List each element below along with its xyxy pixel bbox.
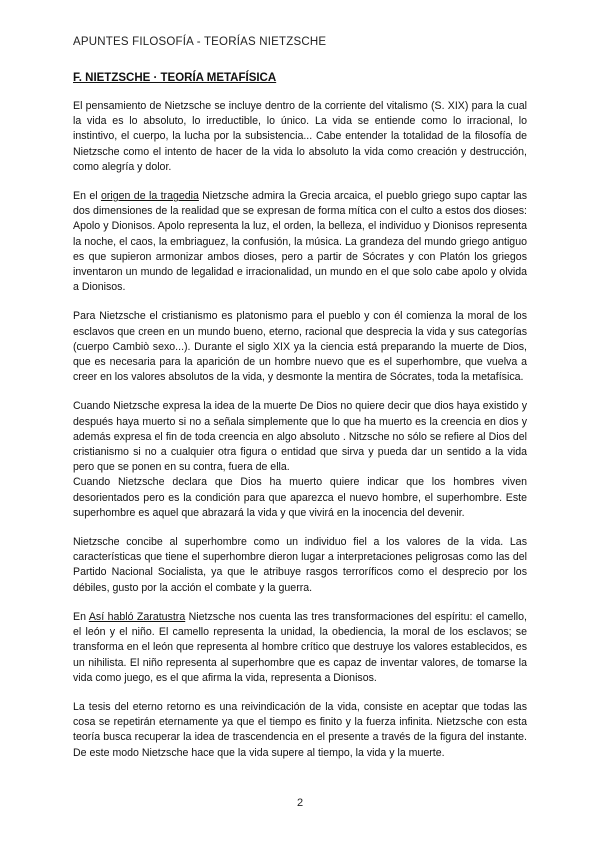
- document-body: [73, 99, 527, 775]
- paragraph-cristianismo: Para Nietzsche el cristianismo es platonismo para el pueblo y con él comienza la moral de los esclavos que creen en un mundo bueno, eterno, racional que desprecia la vida y sus categorías (cuerpo Cambiò sexo...). Durante el siglo XIX ya la ciencia está preparando la muerte de Dios, que es necesaria para la aparición de un hombre nuevo que es el superhombre, que vuelva a creer en los valores absolutos de la vida, y desmonte la mentira de Sócrates, toda la metafísica.: [73, 310, 527, 384]
- page-number: 2: [296, 797, 304, 809]
- section-title: F. NIETZSCHE · TEORÍA METAFÍSICA: [73, 72, 277, 84]
- paragraph-zaratustra: [73, 610, 527, 686]
- running-header: APUNTES FILOSOFÍA - TEORÍAS NIETZSCHE: [73, 36, 327, 48]
- paragraph-muerte-de-dios: Cuando Nietzsche expresa la idea de la muerte De Dios no quiere decir que dios haya existido y después haya muerto si no a señala simplemente que lo que ha muerto es la creencia en dios y además expresa el fin de toda creencia en algo absoluto . Nitzsche no sólo se refiere al Dios del cristianismo si no a cualquier otra figura o entidad que sirva y pueda dar un sentido a la vida pero que se ponen en su contra, fuera de ella.: [73, 400, 527, 474]
- paragraph-text: Nietzsche nos cuenta las tres transformaciones del espíritu: el camello, el león y el niño. El camello representa la unidad, la obediencia, la moral de los esclavos; se transforma en el león que representa al hombre crítico que destruye los valores establecidos, es un nihilista. El niño representa al superhombre que es capaz de inventar valores, de tomarse la vida como juego, es el que afirma la vida, representa a Dionisos.: [73, 610, 527, 684]
- paragraph-prefix: En: [73, 610, 89, 623]
- paragraph-eterno-retorno: La tesis del eterno retorno es una reivindicación de la vida, consiste en aceptar que todas las cosa se repetirán eternamente ya que el tiempo es finito y la fuerza infinita. Nietzsche con esta teoría busca recuperar la idea de trascendencia en el presente a través de la figura del instante. De este modo Nietzsche hace que la vida supere al tiempo, la vida y la muerte.: [73, 700, 527, 759]
- paragraph-prefix: En el: [73, 190, 101, 203]
- book-title-zaratustra: Así habló Zaratustra: [88, 610, 186, 623]
- paragraph-text: Nietzsche admira la Grecia arcaica, el pueblo griego supo captar las dos dimensiones de la realidad que se expresan de forma mítica con el culto a estos dos dioses: Apolo y Dionisos. Apolo representa la luz, el orden, la belleza, el individuo y Dionisos representa la noche, el caos, la embriaguez, la confusión, la música. La grandeza del mundo griego antiguo es que supieron armonizar ambos dioses, pero a partir de Sócrates y con Platón los griegos inventaron un mundo de legalidad e irracionalidad, un mundo en el que solo cabe apolo y olvida a Dionisos.: [73, 190, 527, 294]
- paragraph-tragedia: [73, 189, 527, 295]
- paragraph-desorientados: Cuando Nietzsche declara que Dios ha muerto quiere indicar que los hombres viven desorientados pero es la condición para que aparezca el nuevo hombre, el superhombre. Este superhombre es aquel que abrazará la vida y que vivirá en la inocencia del devenir.: [73, 476, 527, 519]
- paragraph-superhombre: Nietzsche concibe al superhombre como un individuo fiel a los valores de la vida. Las características que tiene el superhombre dieron lugar a interpretaciones peligrosas como las del Partido Nacional Socialista, ya que le atribuye rasgos terroríficos como el desprecio por los débiles, gusto por la acción el combate y la guerra.: [73, 536, 527, 594]
- paragraph-vitalismo: El pensamiento de Nietzsche se incluye dentro de la corriente del vitalismo (S. XIX) para la cual la vida es lo absoluto, lo irreductible, lo único. La vida se entiende como lo irracional, lo instintivo, el cuerpo, la lucha por la subsistencia... Cabe entender la totalidad de la filosofía de Nietzsche como el intento de hacer de la vida lo absoluto la vida como creación y destrucción, como alegría y dolor.: [73, 100, 527, 173]
- book-title-origen-tragedia: origen de la tragedia: [100, 190, 199, 203]
